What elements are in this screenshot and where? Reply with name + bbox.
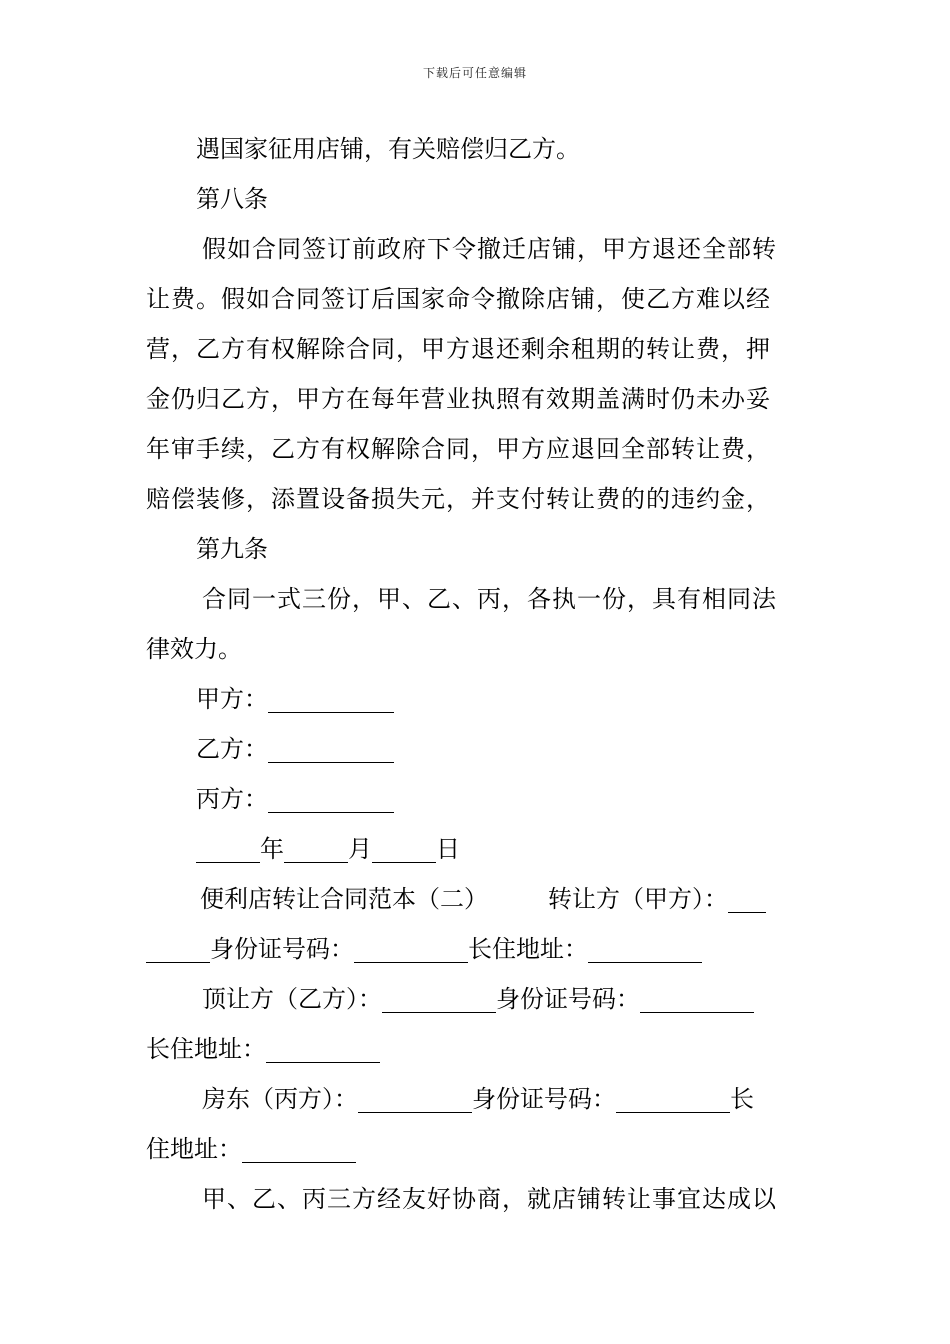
paragraph-line: 合同一式三份，甲、乙、丙，各执一份，具有相同法 <box>202 585 777 613</box>
transferor-label: 转让方（甲方）： <box>548 885 728 913</box>
paragraph-line: 营，乙方有权解除合同，甲方退还剩余租期的转让费，押 <box>146 335 771 363</box>
transferee-blank[interactable] <box>382 982 496 1013</box>
signature-line-party-b <box>146 724 806 774</box>
landlord-address-blank[interactable] <box>242 1132 356 1163</box>
paragraph-line: 甲、乙、丙三方经友好协商，就店铺转让事宜达成以 <box>202 1185 777 1213</box>
day-label: 日 <box>436 835 460 863</box>
party-b-label: 乙方： <box>196 735 268 763</box>
party-a-blank[interactable] <box>268 682 394 713</box>
transferee-address-line <box>146 1024 806 1074</box>
transferee-line <box>146 974 806 1024</box>
paragraph-line: 金仍归乙方，甲方在每年营业执照有效期盖满时仍未办妥 <box>146 385 771 413</box>
month-label: 月 <box>348 835 372 863</box>
paragraph-line: 赔偿装修，添置设备损失元，并支付转让费的的违约金， <box>146 485 771 513</box>
party-c-blank[interactable] <box>268 782 394 813</box>
day-blank[interactable] <box>372 832 436 863</box>
year-blank[interactable] <box>196 832 260 863</box>
transferor-id-blank[interactable] <box>354 932 468 963</box>
landlord-blank[interactable] <box>358 1082 472 1113</box>
document-body <box>146 124 806 1224</box>
paragraph-line: 律效力。 <box>146 635 242 663</box>
signature-line-party-a <box>146 674 806 724</box>
party-a-label: 甲方： <box>196 685 268 713</box>
id-number-label: 身份证号码： <box>496 985 640 1013</box>
address-label: 长住地址： <box>468 935 588 963</box>
landlord-line <box>146 1074 806 1124</box>
paragraph-line: 年审手续，乙方有权解除合同，甲方应退回全部转让费， <box>146 435 771 463</box>
month-blank[interactable] <box>284 832 348 863</box>
transferee-label: 顶让方（乙方）： <box>202 985 382 1013</box>
date-line <box>146 824 806 874</box>
id-number-label: 身份证号码： <box>472 1085 616 1113</box>
landlord-label: 房东（丙方）： <box>202 1085 358 1113</box>
page-header: 下载后可任意编辑 <box>422 66 527 80</box>
paragraph-line: 让费。假如合同签订后国家命令撤除店铺，使乙方难以经 <box>146 285 771 313</box>
transferee-address-blank[interactable] <box>266 1032 380 1063</box>
transferee-id-blank[interactable] <box>640 982 754 1013</box>
party-c-label: 丙方： <box>196 785 268 813</box>
article-heading: 第八条 <box>196 185 268 213</box>
address-label-part-a: 长 <box>730 1085 754 1113</box>
contract2-title: 便利店转让合同范本（二） <box>200 885 488 913</box>
year-label: 年 <box>260 835 284 863</box>
transferor-details-line <box>146 924 806 974</box>
landlord-address-line <box>146 1124 806 1174</box>
article-heading: 第九条 <box>196 535 268 563</box>
signature-line-party-c <box>146 774 806 824</box>
contract2-title-line <box>146 874 806 924</box>
address-label: 长住地址： <box>146 1035 266 1063</box>
transferor-blank[interactable] <box>728 882 766 913</box>
transferor-address-blank[interactable] <box>588 932 702 963</box>
landlord-id-blank[interactable] <box>616 1082 730 1113</box>
paragraph-line: 遇国家征用店铺，有关赔偿归乙方。 <box>196 135 580 163</box>
paragraph-line: 假如合同签订前政府下令撤迁店铺，甲方退还全部转 <box>202 235 777 263</box>
address-label-part-b: 住地址： <box>146 1135 242 1163</box>
id-number-label: 身份证号码： <box>210 935 354 963</box>
transferor-blank-cont[interactable] <box>146 932 210 963</box>
party-b-blank[interactable] <box>268 732 394 763</box>
